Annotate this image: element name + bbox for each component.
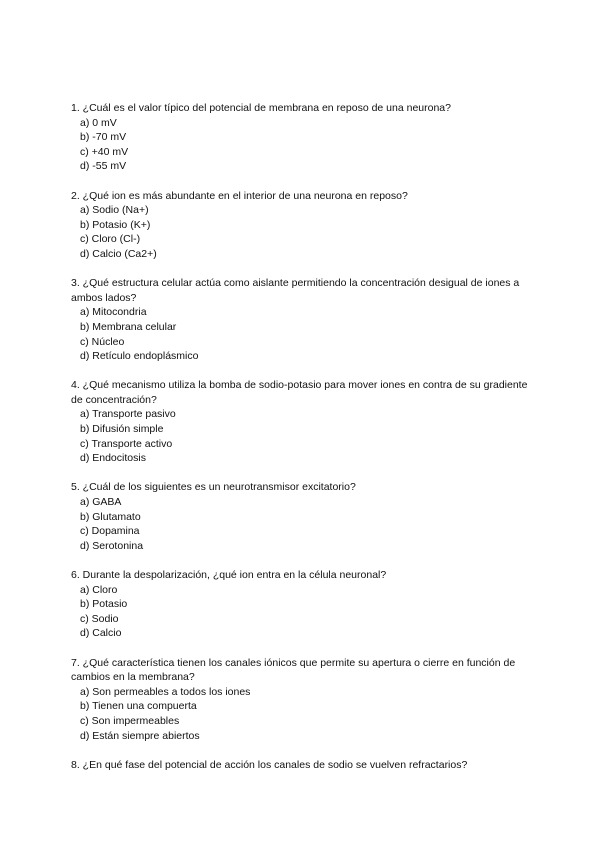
option-d: d) Serotonina (80, 539, 144, 552)
option-c: c) Sodio (80, 612, 119, 625)
question-5 (71, 480, 531, 553)
question-text: 5. ¿Cuál de los siguientes es un neurotransmisor excitatorio? (71, 481, 356, 494)
option-d: d) Retículo endoplásmico (80, 350, 199, 363)
option-list (71, 495, 531, 553)
option-d: d) Están siempre abiertos (80, 729, 200, 742)
option-d: d) Calcio (80, 627, 122, 640)
option-list (71, 685, 531, 743)
question-text: 4. ¿Qué mecanismo utiliza la bomba de sodio-potasio para mover iones en contra de su gradiente de concentración? (71, 379, 528, 406)
option-d: d) -55 mV (80, 160, 127, 173)
option-a: a) Son permeables a todos los iones (80, 685, 251, 698)
option-c: c) Son impermeables (80, 714, 180, 727)
option-a: a) Cloro (80, 583, 118, 596)
option-d: d) Calcio (Ca2+) (80, 247, 157, 260)
option-c: c) +40 mV (80, 145, 129, 158)
question-text: 8. ¿En qué fase del potencial de acción los canales de sodio se vuelven refractarios? (71, 758, 468, 771)
option-a: a) Mitocondria (80, 306, 147, 319)
option-c: c) Dopamina (80, 525, 140, 538)
option-d: d) Endocitosis (80, 452, 146, 465)
option-list (71, 203, 531, 261)
option-c: c) Transporte activo (80, 437, 173, 450)
question-2 (71, 189, 531, 262)
option-list (71, 407, 531, 465)
option-b: b) Tienen una compuerta (80, 700, 197, 713)
option-a: a) 0 mV (80, 116, 117, 129)
question-text: 7. ¿Qué característica tienen los canales iónicos que permite su apertura o cierre en función de cambios en la membrana? (71, 656, 516, 684)
question-6 (71, 568, 531, 641)
question-7 (71, 656, 531, 744)
question-text: 3. ¿Qué estructura celular actúa como aislante permitiendo la concentración desigual de iones a ambos lados? (71, 277, 520, 304)
question-1 (71, 101, 531, 174)
option-a: a) Sodio (Na+) (80, 204, 149, 217)
option-b: b) Glutamato (80, 510, 141, 523)
option-b: b) Difusión simple (80, 423, 164, 436)
option-a: a) GABA (80, 496, 122, 509)
question-8 (71, 758, 531, 773)
question-4 (71, 378, 531, 466)
option-b: b) Potasio (80, 598, 128, 611)
option-b: b) Potasio (K+) (80, 218, 151, 231)
option-list (71, 305, 531, 363)
question-text: 6. Durante la despolarización, ¿qué ion entra en la célula neuronal? (71, 569, 387, 581)
option-list (71, 583, 531, 641)
option-b: b) Membrana celular (80, 320, 177, 333)
option-a: a) Transporte pasivo (80, 408, 176, 421)
question-text: 1. ¿Cuál es el valor típico del potencial de membrana en reposo de una neurona? (71, 102, 451, 114)
option-b: b) -70 mV (80, 131, 127, 144)
quiz-list (71, 101, 531, 787)
question-text: 2. ¿Qué ion es más abundante en el interior de una neurona en reposo? (71, 189, 408, 202)
option-list (71, 116, 531, 174)
option-c: c) Núcleo (80, 335, 125, 348)
option-c: c) Cloro (Cl-) (80, 233, 141, 246)
question-3 (71, 276, 531, 364)
